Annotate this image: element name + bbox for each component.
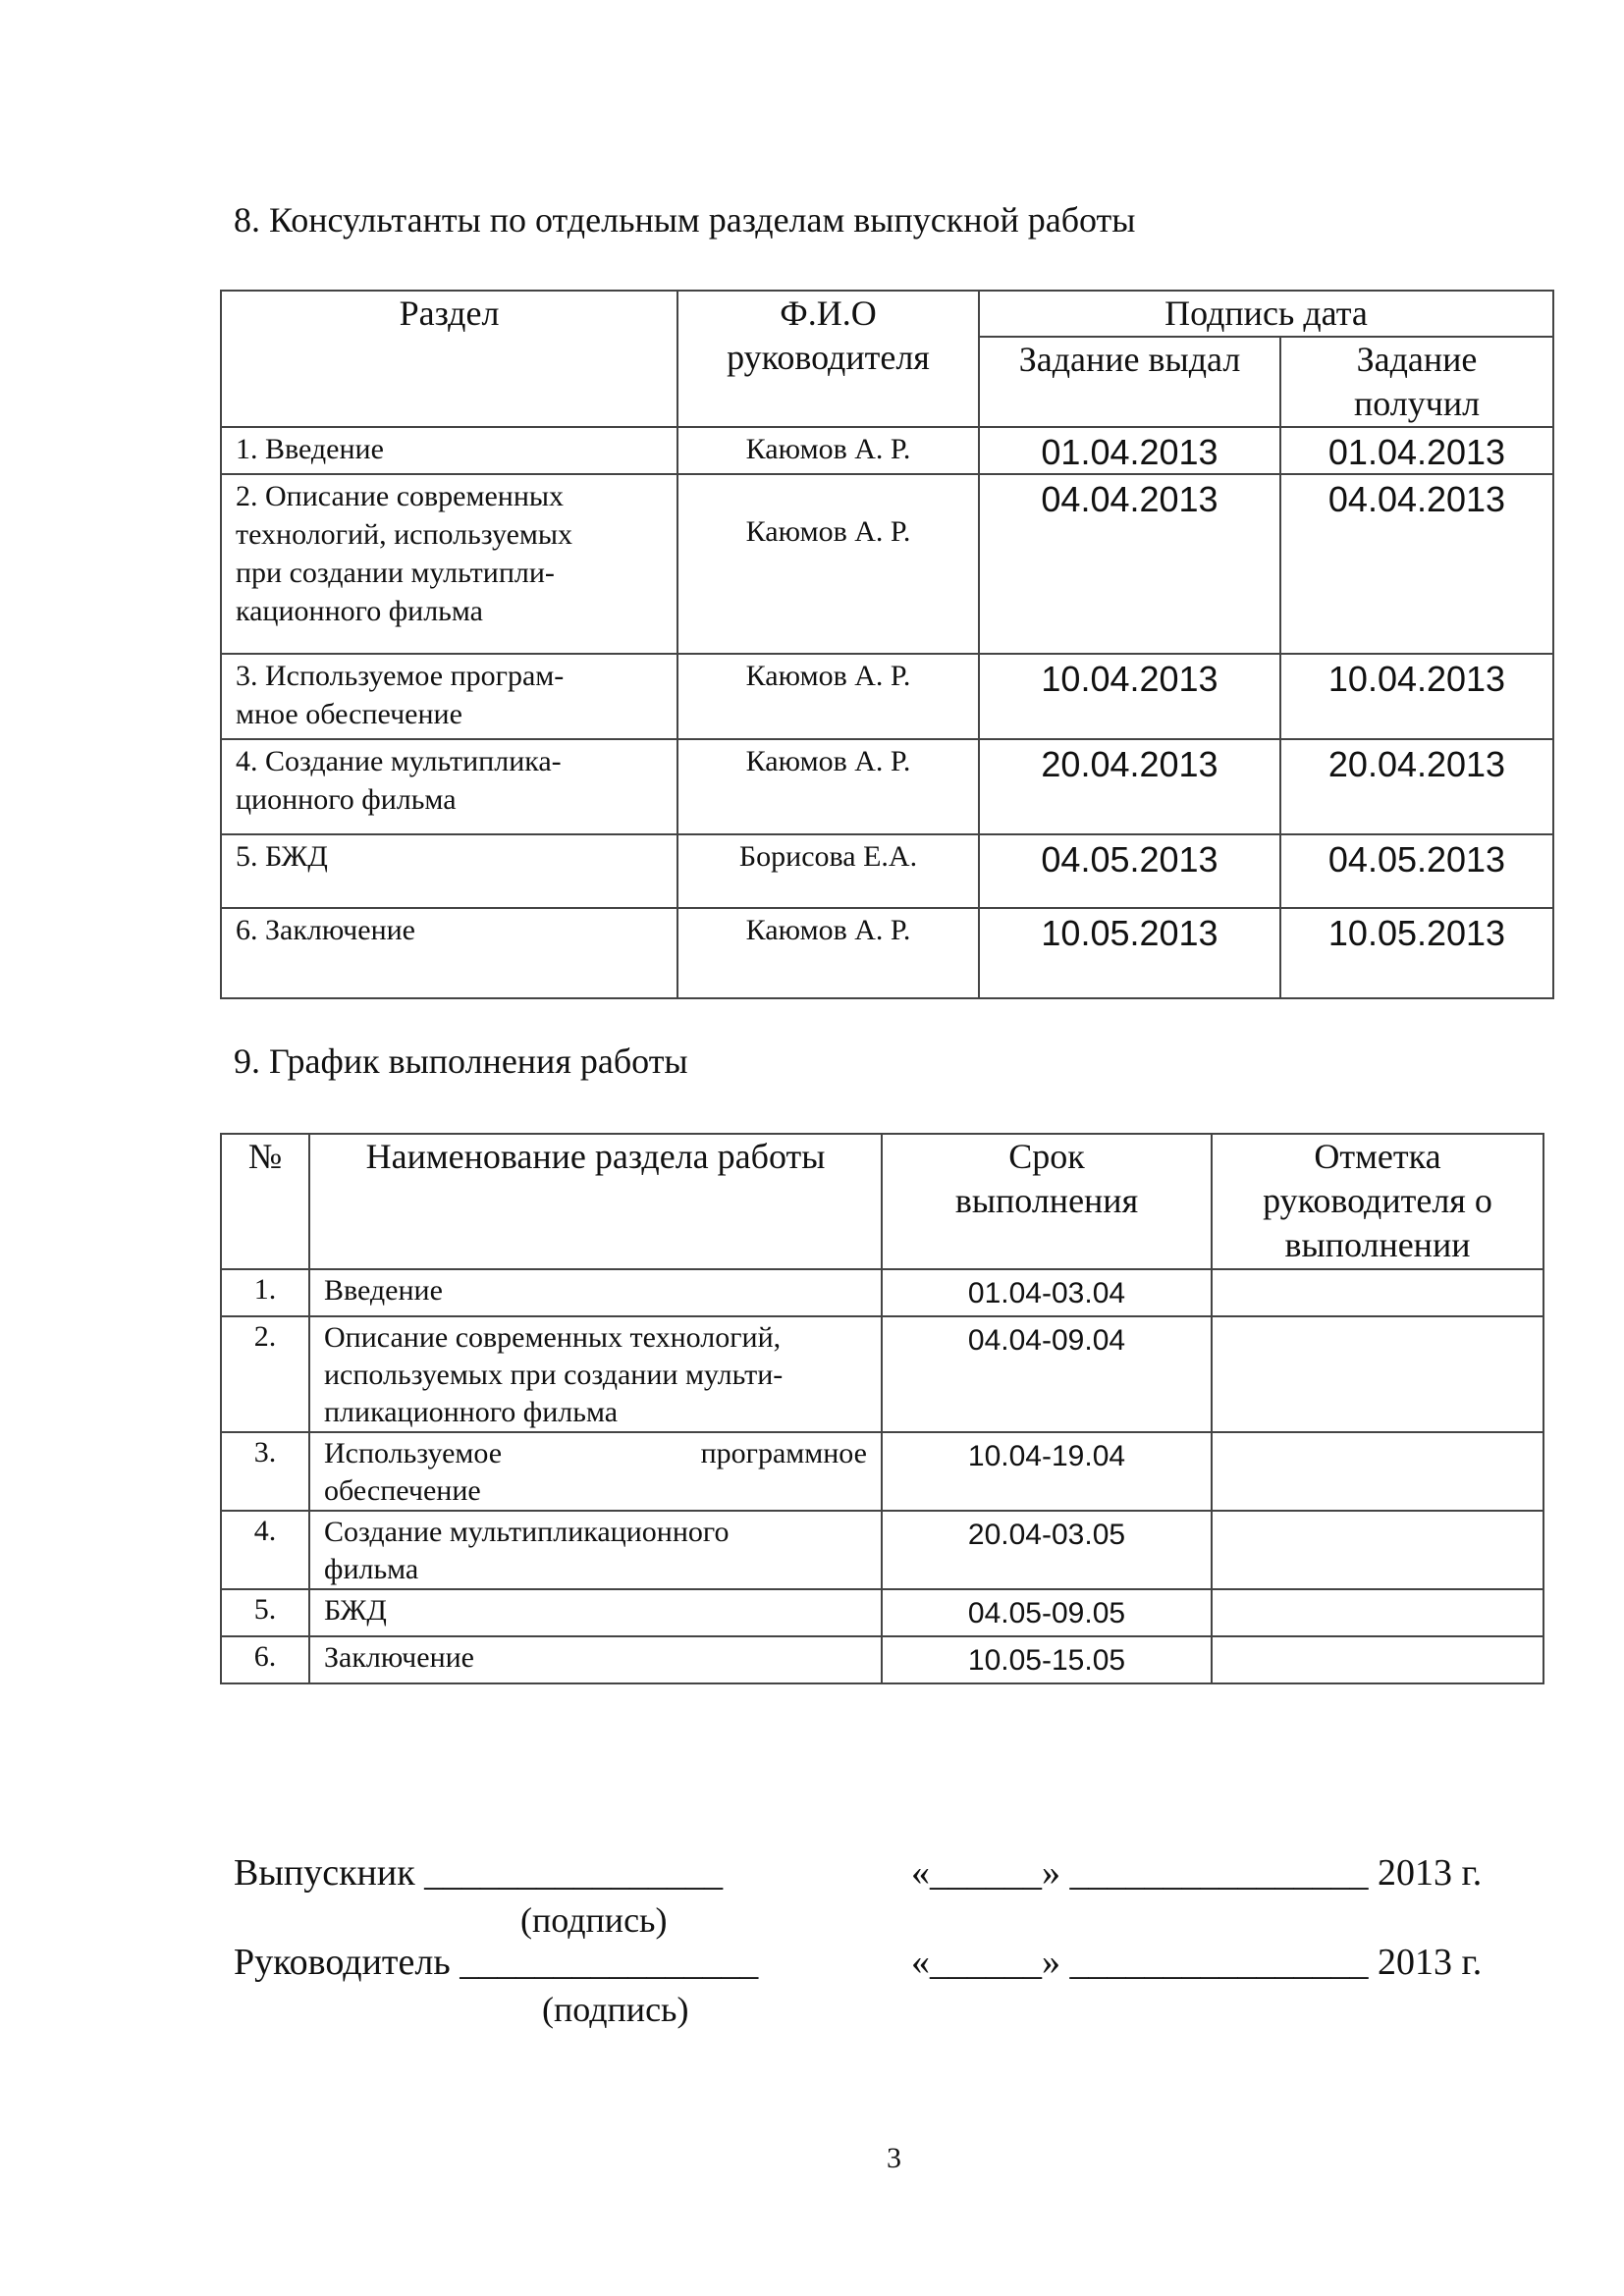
row-issued: 10.04.2013 [979,654,1280,739]
row-issued: 04.05.2013 [979,834,1280,908]
row-name: Используемое программное обеспечение [309,1432,882,1511]
row-fio: Каюмов А. Р. [677,474,979,654]
row-term: 04.05-09.05 [882,1589,1212,1636]
table-row [221,908,1553,998]
row-mark [1212,1269,1543,1316]
row-received: 10.05.2013 [1280,908,1553,998]
supervisor-signature-line: Руководитель ________________ [234,1942,759,1983]
row-term: 10.04-19.04 [882,1432,1212,1511]
row-name: Заключение [309,1636,882,1683]
row-received: 04.04.2013 [1280,474,1553,654]
row-issued: 04.04.2013 [979,474,1280,654]
row-mark [1212,1511,1543,1589]
row-section: 6. Заключение [221,908,677,998]
header-issued: Задание выдал [979,337,1280,427]
section-8-title: 8. Консультанты по отдельным разделам выпускной работы [234,200,1136,240]
row-issued: 01.04.2013 [979,427,1280,474]
row-term: 10.05-15.05 [882,1636,1212,1683]
row-issued: 20.04.2013 [979,739,1280,834]
header-term: Срок выполнения [882,1134,1212,1269]
section-9-title: 9. График выполнения работы [234,1041,688,1081]
graduate-date-line: «______» ________________ 2013 г. [911,1852,1483,1894]
row-term: 20.04-03.05 [882,1511,1212,1589]
row-name-word: программное [700,1437,867,1469]
consultants-table [220,290,1554,999]
graduate-signature-line: Выпускник ________________ [234,1852,724,1894]
row-number: 1. [221,1269,309,1316]
header-fio: Ф.И.О руководителя [677,291,979,427]
row-name: Введение [309,1269,882,1316]
header-received: Задание получил [1280,337,1553,427]
row-number: 5. [221,1589,309,1636]
schedule-table [220,1133,1544,1684]
table-row [221,739,1553,834]
row-fio: Каюмов А. Р. [677,427,979,474]
table-row [221,654,1553,739]
table-row [221,474,1553,654]
row-number: 4. [221,1511,309,1589]
row-number: 6. [221,1636,309,1683]
header-section: Раздел [221,291,677,427]
row-section: 5. БЖД [221,834,677,908]
row-mark [1212,1589,1543,1636]
supervisor-date-line: «______» ________________ 2013 г. [911,1942,1483,1983]
row-section: 1. Введение [221,427,677,474]
row-section: 3. Используемое програм- мное обеспечение [221,654,677,739]
table-row [221,1636,1543,1683]
supervisor-signature-caption: (подпись) [542,1990,689,2029]
row-fio: Каюмов А. Р. [677,739,979,834]
row-term: 01.04-03.04 [882,1269,1212,1316]
row-name: Описание современных технологий, используемых при создании мульти- пликационного фильма [309,1316,882,1432]
page-number: 3 [887,2142,901,2174]
table-row [221,1432,1543,1511]
table-row [221,1511,1543,1589]
row-received: 20.04.2013 [1280,739,1553,834]
row-received: 10.04.2013 [1280,654,1553,739]
row-section: 2. Описание современных технологий, используемых при создании мультипли- кационного фильма [221,474,677,654]
table-row [221,1589,1543,1636]
row-fio: Каюмов А. Р. [677,654,979,739]
table-row [221,834,1553,908]
header-name: Наименование раздела работы [309,1134,882,1269]
row-received: 04.05.2013 [1280,834,1553,908]
row-section: 4. Создание мультиплика- ционного фильма [221,739,677,834]
row-name: БЖД [309,1589,882,1636]
graduate-signature-caption: (подпись) [520,1900,668,1940]
table-row [221,1269,1543,1316]
row-number: 3. [221,1432,309,1511]
row-mark [1212,1636,1543,1683]
row-mark [1212,1316,1543,1432]
row-mark [1212,1432,1543,1511]
header-number: № [221,1134,309,1269]
row-fio: Каюмов А. Р. [677,908,979,998]
header-signature-date: Подпись дата [979,291,1553,337]
table-row [221,427,1553,474]
header-mark: Отметка руководителя о выполнении [1212,1134,1543,1269]
row-term: 04.04-09.04 [882,1316,1212,1432]
row-name-word: Используемое [324,1437,503,1469]
table-row [221,1316,1543,1432]
row-issued: 10.05.2013 [979,908,1280,998]
row-number: 2. [221,1316,309,1432]
row-fio: Борисова Е.А. [677,834,979,908]
row-received: 01.04.2013 [1280,427,1553,474]
row-name: Создание мультипликационного фильма [309,1511,882,1589]
